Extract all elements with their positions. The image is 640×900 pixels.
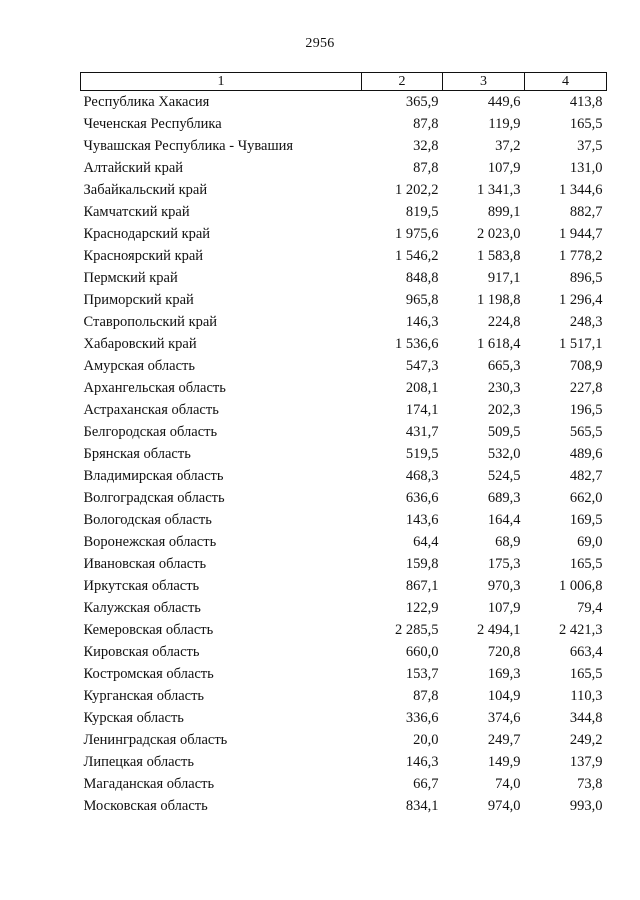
region-name-cell: Вологодская область bbox=[83, 512, 212, 528]
value-cell-col-3: 970,3 bbox=[487, 578, 521, 594]
value-cell-col-2: 431,7 bbox=[405, 424, 439, 440]
value-cell-col-4: 248,3 bbox=[569, 314, 603, 330]
value-cell-col-4: 413,8 bbox=[569, 94, 603, 110]
value-cell-col-3: 224,8 bbox=[487, 314, 521, 330]
table-row bbox=[81, 135, 607, 157]
table-row bbox=[81, 267, 607, 289]
value-cell-col-4: 165,5 bbox=[569, 666, 603, 682]
value-cell-col-2: 174,1 bbox=[405, 402, 439, 418]
region-name-cell: Республика Хакасия bbox=[83, 94, 210, 110]
value-cell-col-2: 122,9 bbox=[405, 600, 439, 616]
table-row bbox=[81, 245, 607, 267]
value-cell-col-4: 882,7 bbox=[569, 204, 603, 220]
value-cell-col-4: 165,5 bbox=[569, 556, 603, 572]
value-cell-col-2: 336,6 bbox=[405, 710, 439, 726]
value-cell-col-2: 1 546,2 bbox=[395, 248, 439, 264]
value-cell-col-4: 662,0 bbox=[569, 490, 603, 506]
value-cell-col-3: 202,3 bbox=[487, 402, 521, 418]
table-row bbox=[81, 553, 607, 575]
table-row bbox=[81, 421, 607, 443]
region-name-cell: Чеченская Республика bbox=[83, 116, 222, 132]
table-row bbox=[81, 377, 607, 399]
table-row bbox=[81, 201, 607, 223]
value-cell-col-4: 1 778,2 bbox=[559, 248, 603, 264]
value-cell-col-4: 2 421,3 bbox=[559, 622, 603, 638]
region-name-cell: Забайкальский край bbox=[83, 182, 208, 198]
table-row bbox=[81, 663, 607, 685]
table-row bbox=[81, 751, 607, 773]
value-cell-col-2: 20,0 bbox=[413, 732, 439, 748]
region-name-cell: Хабаровский край bbox=[83, 336, 197, 352]
value-cell-col-4: 137,9 bbox=[569, 754, 603, 770]
table-row bbox=[81, 531, 607, 553]
value-cell-col-3: 532,0 bbox=[487, 446, 521, 462]
value-cell-col-3: 107,9 bbox=[487, 600, 521, 616]
region-name-cell: Белгородская область bbox=[83, 424, 218, 440]
value-cell-col-3: 720,8 bbox=[487, 644, 521, 660]
value-cell-col-3: 1 583,8 bbox=[477, 248, 521, 264]
value-cell-col-4: 1 344,6 bbox=[559, 182, 603, 198]
value-cell-col-2: 87,8 bbox=[413, 116, 439, 132]
region-name-cell: Приморский край bbox=[83, 292, 194, 308]
value-cell-col-4: 73,8 bbox=[577, 776, 603, 792]
value-cell-col-3: 899,1 bbox=[487, 204, 521, 220]
value-cell-col-4: 1 006,8 bbox=[559, 578, 603, 594]
region-name-cell: Чувашская Республика - Чувашия bbox=[83, 138, 294, 154]
value-cell-col-3: 665,3 bbox=[487, 358, 521, 374]
region-name-cell: Курганская область bbox=[83, 688, 205, 704]
value-cell-col-4: 1 517,1 bbox=[559, 336, 603, 352]
table-row bbox=[81, 641, 607, 663]
column-header-2: 2 bbox=[362, 73, 443, 91]
region-name-cell: Воронежская область bbox=[83, 534, 217, 550]
region-name-cell: Брянская область bbox=[83, 446, 191, 462]
region-name-cell: Астраханская область bbox=[83, 402, 219, 418]
value-cell-col-3: 37,2 bbox=[495, 138, 521, 154]
table-row bbox=[81, 773, 607, 795]
value-cell-col-2: 965,8 bbox=[405, 292, 439, 308]
value-cell-col-4: 993,0 bbox=[569, 798, 603, 814]
value-cell-col-4: 482,7 bbox=[569, 468, 603, 484]
table-row bbox=[81, 355, 607, 377]
region-name-cell: Краснодарский край bbox=[83, 226, 211, 242]
value-cell-col-3: 509,5 bbox=[487, 424, 521, 440]
page-number: 2956 bbox=[305, 36, 335, 51]
region-name-cell: Кировская область bbox=[83, 644, 200, 660]
value-cell-col-2: 1 202,2 bbox=[395, 182, 439, 198]
value-cell-col-3: 974,0 bbox=[487, 798, 521, 814]
region-name-cell: Ивановская область bbox=[83, 556, 207, 572]
value-cell-col-2: 153,7 bbox=[405, 666, 439, 682]
region-name-cell: Камчатский край bbox=[83, 204, 190, 220]
value-cell-col-4: 1 944,7 bbox=[559, 226, 603, 242]
table-row bbox=[81, 509, 607, 531]
region-name-cell: Липецкая область bbox=[83, 754, 194, 770]
value-cell-col-3: 68,9 bbox=[495, 534, 521, 550]
region-name-cell: Архангельская область bbox=[83, 380, 226, 396]
value-cell-col-3: 249,7 bbox=[487, 732, 521, 748]
data-table bbox=[80, 72, 607, 817]
value-cell-col-2: 365,9 bbox=[405, 94, 439, 110]
region-name-cell: Курская область bbox=[83, 710, 184, 726]
table-row bbox=[81, 179, 607, 201]
value-cell-col-4: 896,5 bbox=[569, 270, 603, 286]
region-name-cell: Ленинградская область bbox=[83, 732, 228, 748]
value-cell-col-3: 175,3 bbox=[487, 556, 521, 572]
table-row bbox=[81, 465, 607, 487]
value-cell-col-2: 87,8 bbox=[413, 688, 439, 704]
value-cell-col-2: 834,1 bbox=[405, 798, 439, 814]
column-header-4: 4 bbox=[525, 73, 607, 91]
value-cell-col-2: 146,3 bbox=[405, 754, 439, 770]
value-cell-col-4: 708,9 bbox=[569, 358, 603, 374]
value-cell-col-2: 1 975,6 bbox=[395, 226, 439, 242]
value-cell-col-2: 87,8 bbox=[413, 160, 439, 176]
value-cell-col-3: 169,3 bbox=[487, 666, 521, 682]
value-cell-col-4: 165,5 bbox=[569, 116, 603, 132]
region-name-cell: Магаданская область bbox=[83, 776, 215, 792]
value-cell-col-2: 208,1 bbox=[405, 380, 439, 396]
value-cell-col-4: 131,0 bbox=[569, 160, 603, 176]
value-cell-col-4: 169,5 bbox=[569, 512, 603, 528]
value-cell-col-4: 79,4 bbox=[577, 600, 603, 616]
region-name-cell: Красноярский край bbox=[83, 248, 204, 264]
region-name-cell: Алтайский край bbox=[83, 160, 184, 176]
value-cell-col-3: 74,0 bbox=[495, 776, 521, 792]
region-name-cell: Иркутская область bbox=[83, 578, 200, 594]
table-row bbox=[81, 487, 607, 509]
value-cell-col-4: 249,2 bbox=[569, 732, 603, 748]
value-cell-col-2: 66,7 bbox=[413, 776, 439, 792]
value-cell-col-4: 196,5 bbox=[569, 402, 603, 418]
table-row bbox=[81, 597, 607, 619]
value-cell-col-2: 867,1 bbox=[405, 578, 439, 594]
value-cell-col-2: 64,4 bbox=[413, 534, 439, 550]
value-cell-col-3: 449,6 bbox=[487, 94, 521, 110]
value-cell-col-3: 119,9 bbox=[488, 116, 521, 132]
value-cell-col-2: 146,3 bbox=[405, 314, 439, 330]
value-cell-col-3: 149,9 bbox=[487, 754, 521, 770]
value-cell-col-2: 1 536,6 bbox=[395, 336, 439, 352]
value-cell-col-2: 468,3 bbox=[405, 468, 439, 484]
table-row bbox=[81, 575, 607, 597]
value-cell-col-4: 489,6 bbox=[569, 446, 603, 462]
value-cell-col-2: 547,3 bbox=[405, 358, 439, 374]
table-row bbox=[81, 707, 607, 729]
table-row bbox=[81, 729, 607, 751]
value-cell-col-2: 32,8 bbox=[413, 138, 439, 154]
value-cell-col-3: 230,3 bbox=[487, 380, 521, 396]
table-row bbox=[81, 91, 607, 114]
table-row bbox=[81, 289, 607, 311]
region-name-cell: Костромская область bbox=[83, 666, 214, 682]
value-cell-col-3: 2 494,1 bbox=[477, 622, 521, 638]
value-cell-col-2: 159,8 bbox=[405, 556, 439, 572]
value-cell-col-4: 110,3 bbox=[570, 688, 603, 704]
column-header-3: 3 bbox=[443, 73, 525, 91]
value-cell-col-3: 164,4 bbox=[487, 512, 521, 528]
value-cell-col-4: 565,5 bbox=[569, 424, 603, 440]
value-cell-col-3: 1 341,3 bbox=[477, 182, 521, 198]
region-name-cell: Калужская область bbox=[83, 600, 201, 616]
value-cell-col-4: 227,8 bbox=[569, 380, 603, 396]
table-body bbox=[81, 91, 607, 818]
table-header bbox=[81, 73, 607, 91]
column-header-1: 1 bbox=[81, 73, 362, 91]
value-cell-col-2: 636,6 bbox=[405, 490, 439, 506]
value-cell-col-4: 69,0 bbox=[577, 534, 603, 550]
region-name-cell: Кемеровская область bbox=[83, 622, 214, 638]
table-row bbox=[81, 223, 607, 245]
value-cell-col-2: 519,5 bbox=[405, 446, 439, 462]
value-cell-col-4: 344,8 bbox=[569, 710, 603, 726]
region-name-cell: Московская область bbox=[83, 798, 208, 814]
value-cell-col-3: 374,6 bbox=[487, 710, 521, 726]
value-cell-col-3: 689,3 bbox=[487, 490, 521, 506]
table-row bbox=[81, 157, 607, 179]
header-row bbox=[81, 73, 607, 91]
value-cell-col-4: 37,5 bbox=[577, 138, 603, 154]
value-cell-col-3: 1 618,4 bbox=[477, 336, 521, 352]
region-name-cell: Волгоградская область bbox=[83, 490, 225, 506]
region-name-cell: Владимирская область bbox=[83, 468, 224, 484]
value-cell-col-3: 1 198,8 bbox=[477, 292, 521, 308]
value-cell-col-2: 819,5 bbox=[405, 204, 439, 220]
table-row bbox=[81, 333, 607, 355]
region-name-cell: Ставропольский край bbox=[83, 314, 218, 330]
value-cell-col-2: 660,0 bbox=[405, 644, 439, 660]
value-cell-col-3: 104,9 bbox=[487, 688, 521, 704]
table-row bbox=[81, 795, 607, 817]
table-row bbox=[81, 685, 607, 707]
value-cell-col-2: 2 285,5 bbox=[395, 622, 439, 638]
region-name-cell: Амурская область bbox=[83, 358, 195, 374]
table-row bbox=[81, 399, 607, 421]
value-cell-col-4: 1 296,4 bbox=[559, 292, 603, 308]
table-row bbox=[81, 619, 607, 641]
value-cell-col-3: 2 023,0 bbox=[477, 226, 521, 242]
value-cell-col-3: 524,5 bbox=[487, 468, 521, 484]
table-row bbox=[81, 443, 607, 465]
value-cell-col-2: 143,6 bbox=[405, 512, 439, 528]
region-name-cell: Пермский край bbox=[83, 270, 178, 286]
value-cell-col-2: 848,8 bbox=[405, 270, 439, 286]
value-cell-col-3: 917,1 bbox=[487, 270, 521, 286]
table-row bbox=[81, 311, 607, 333]
table-row bbox=[81, 113, 607, 135]
value-cell-col-3: 107,9 bbox=[487, 160, 521, 176]
value-cell-col-4: 663,4 bbox=[569, 644, 603, 660]
